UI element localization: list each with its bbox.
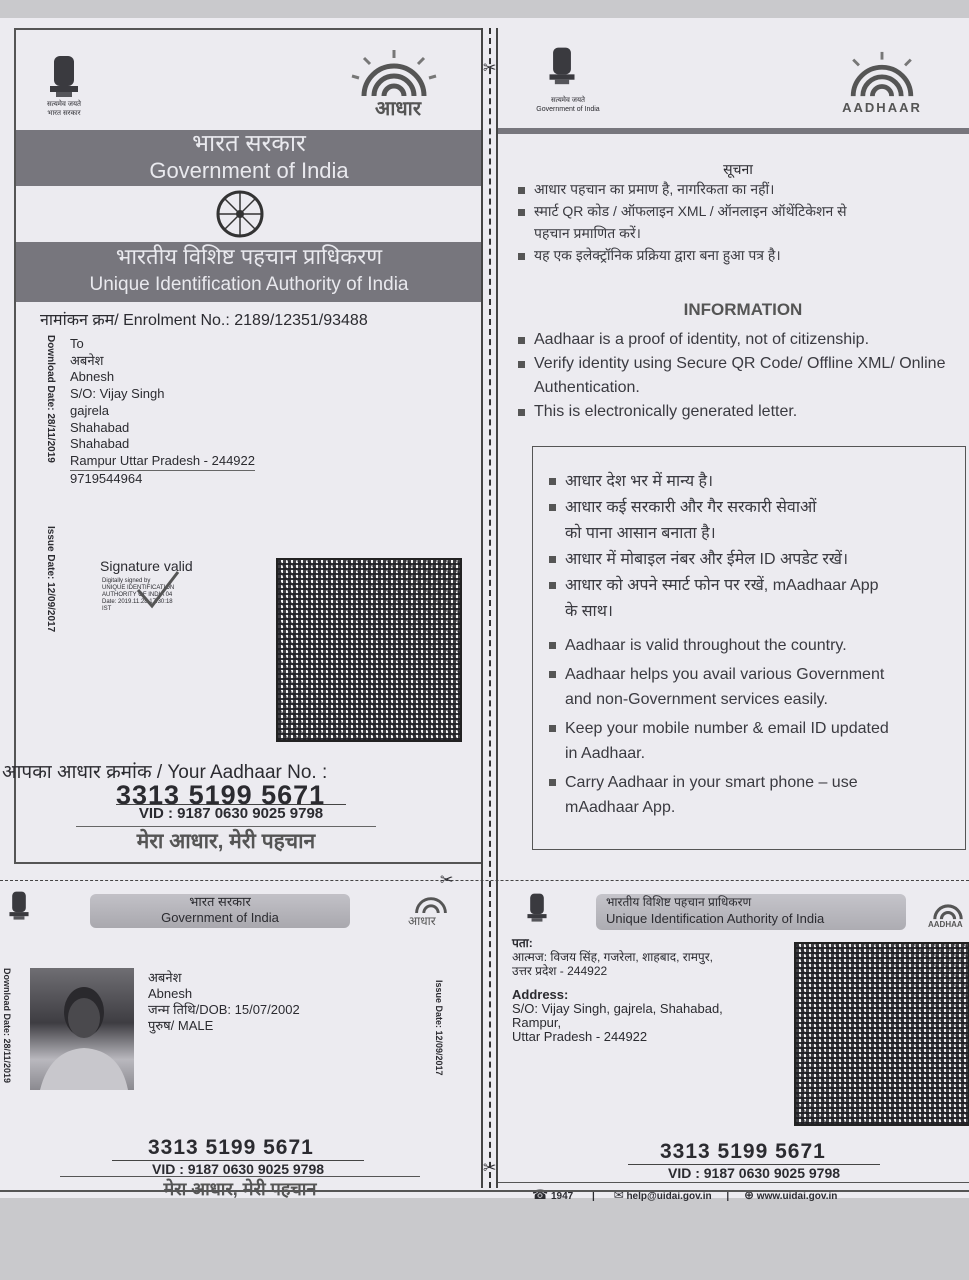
address-line: gajrela xyxy=(70,402,110,418)
back-card xyxy=(498,884,969,1202)
helpline-number: 1947 xyxy=(550,1191,574,1202)
benefits-box xyxy=(532,446,966,850)
scissors-icon: ✂ xyxy=(483,1160,497,1177)
suchna-heading: सूचना xyxy=(723,161,753,177)
info-item: This is electronically generated letter. xyxy=(518,400,969,424)
front-govt-hindi: भारत सरकार xyxy=(189,894,251,909)
benefits-english-list xyxy=(549,633,889,820)
benefit-item: आधार में मोबाइल नंबर और ईमेल ID अपडेट रखें। xyxy=(549,547,879,573)
benefit-item: के साथ। xyxy=(565,603,613,620)
holder-details xyxy=(148,970,300,1034)
front-card xyxy=(0,884,480,1199)
front-vid: VID : 9187 0630 9025 9798 xyxy=(112,1160,364,1177)
address-line: Shahabad xyxy=(70,419,130,435)
govt-band xyxy=(16,130,482,186)
front-download-date: Download Date: 28/11/2019 xyxy=(2,968,12,1084)
front-govt-band xyxy=(90,894,350,928)
scissors-icon: ✂ xyxy=(440,872,454,889)
benefit-item: को पाना आसान बनाता है। xyxy=(565,525,716,542)
govt-hindi: भारत सरकार xyxy=(192,130,306,157)
benefit-item: आधार को अपने स्मार्ट फोन पर रखें, mAadhaar App xyxy=(549,573,879,599)
holder-name: Abnesh xyxy=(148,986,193,1001)
info-panel xyxy=(498,28,969,860)
info-item: यह एक इलेक्ट्रॉनिक प्रक्रिया द्वारा बना हुआ पत्र है। xyxy=(518,244,847,266)
info-item: आधार पहचान का प्रमाण है, नागरिकता का नहीं। xyxy=(518,178,847,200)
emblem-caption: सत्यमेव जयते भारत सरकार xyxy=(46,101,82,117)
scissors-icon: ✂ xyxy=(483,60,497,77)
benefit-item: आधार देश भर में मान्य है। xyxy=(549,469,879,495)
uidai-band xyxy=(16,242,482,302)
back-uidai-english: Unique Identification Authority of India xyxy=(606,911,825,926)
info-item: Aadhaar is a proof of identity, not of citizenship. xyxy=(518,328,969,352)
front-issue-date: Issue Date: 12/09/2017 xyxy=(434,980,444,1076)
address-hindi-label: पता: xyxy=(512,936,533,950)
ashoka-chakra-icon xyxy=(210,190,270,238)
back-logo-english: AADHAA xyxy=(928,920,963,929)
email-icon: ✉ xyxy=(613,1188,624,1202)
tagline: मेरा आधार, मेरी पहचान xyxy=(76,826,376,855)
aadhaar-logo-english: AADHAAR xyxy=(842,100,922,115)
letter-panel xyxy=(2,28,482,864)
aadhaar-logo-icon xyxy=(404,890,458,914)
back-uidai-band xyxy=(596,894,906,930)
phone-number: 9719544964 xyxy=(70,470,143,486)
front-tagline: मेरा आधार, मेरी पहचान xyxy=(60,1176,420,1201)
download-date: Download Date: 28/11/2019 xyxy=(45,335,56,463)
emblem-icon xyxy=(522,890,552,930)
information-heading: INFORMATION xyxy=(683,300,803,319)
address-line: Rampur Uttar Pradesh - 244922 xyxy=(70,453,255,471)
recipient-address xyxy=(70,336,255,487)
bottom-rule xyxy=(0,1190,969,1192)
aadhaar-label: आपका आधार क्रमांक / Your Aadhaar No. : xyxy=(2,762,328,783)
benefits-hindi-list xyxy=(549,469,879,625)
aadhaar-number: 3313 5199 5671 xyxy=(116,780,326,810)
back-footer: ☎ 1947 | ✉ help@uidai.gov.in | ⊕ www.uidai.gov.in xyxy=(498,1182,969,1203)
info-item: Verify identity using Secure QR Code/ Offline XML/ Online xyxy=(518,352,969,376)
front-govt-english: Government of India xyxy=(161,910,279,925)
address-hindi-text: आत्मज: विजय सिंह, गजरेला, शाहबाद, रामपुर, उत्तर प्रदेश - 244922 xyxy=(512,950,713,978)
aadhaar-logo-icon xyxy=(344,48,444,98)
back-address-hindi xyxy=(512,936,782,978)
govt-english: Government of India xyxy=(149,158,349,183)
aadhaar-letter-sheet xyxy=(0,18,969,1202)
aadhaar-logo-icon xyxy=(926,898,969,920)
benefit-item: Aadhaar helps you avail various Government xyxy=(549,662,889,687)
back-address-english xyxy=(512,988,782,1044)
back-vid: VID : 9187 0630 9025 9798 xyxy=(628,1164,880,1181)
benefit-item: in Aadhaar. xyxy=(565,745,646,762)
issue-date: Issue Date: 12/09/2017 xyxy=(45,526,56,633)
aadhaar-logo-hindi: आधार xyxy=(374,98,422,120)
signature-detail: Digitally signed by UNIQUE IDENTIFICATION AUTHORITY OF INDIA 04 Date: 2019.11.28 17:30:18 IST xyxy=(102,578,175,612)
phone-icon: ☎ xyxy=(532,1187,549,1202)
front-logo-hindi: आधार xyxy=(408,914,436,928)
globe-icon: ⊕ xyxy=(743,1188,755,1202)
address-line: Shahabad xyxy=(70,436,130,452)
back-qr-code[interactable] xyxy=(794,942,969,1126)
address-label: Address: xyxy=(512,987,569,1002)
header-rule xyxy=(498,128,969,134)
front-aadhaar-number: 3313 5199 5671 xyxy=(148,1136,314,1159)
checkmark-icon xyxy=(132,564,182,614)
benefit-item: mAadhaar App. xyxy=(565,799,676,816)
cut-line-vertical xyxy=(489,28,491,1188)
info-item: पहचान प्रमाणित करें। xyxy=(534,225,641,241)
back-aadhaar-number: 3313 5199 5671 xyxy=(660,1140,826,1163)
holder-gender: पुरुष/ MALE xyxy=(148,1018,214,1033)
back-uidai-hindi: भारतीय विशिष्ट पहचान प्राधिकरण xyxy=(606,895,752,909)
benefit-item: Keep your mobile number & email ID updated xyxy=(549,716,889,741)
address-line: S/O: Vijay Singh xyxy=(70,386,165,402)
holder-name-hindi: अबनेश xyxy=(148,970,182,985)
emblem-icon xyxy=(542,44,582,94)
address-line: To xyxy=(70,336,84,351)
benefit-item: आधार कई सरकारी और गैर सरकारी सेवाओं xyxy=(549,495,879,521)
benefit-item: Aadhaar is valid throughout the country. xyxy=(549,633,889,658)
vid-number: VID : 9187 0630 9025 9798 xyxy=(116,804,346,822)
emblem-icon xyxy=(4,888,34,928)
info-item: Authentication. xyxy=(534,379,640,396)
address-text: S/O: Vijay Singh, gajrela, Shahabad, Rampur, Uttar Pradesh - 244922 xyxy=(512,1001,723,1044)
address-line: Abnesh xyxy=(70,369,115,385)
benefit-item: and non-Government services easily. xyxy=(565,691,828,708)
uidai-english: Unique Identification Authority of India xyxy=(89,274,409,295)
address-line: अबनेश xyxy=(70,352,104,368)
cut-line-horizontal xyxy=(0,880,969,881)
person-icon xyxy=(30,968,134,1090)
info-item: स्मार्ट QR कोड / ऑफलाइन XML / ऑनलाइन ऑथेंटिकेशन से xyxy=(518,200,847,222)
hindi-info-list xyxy=(518,178,847,266)
benefit-item: Carry Aadhaar in your smart phone – use xyxy=(549,770,889,795)
signature-label: Signature valid xyxy=(100,558,193,574)
website[interactable]: www.uidai.gov.in xyxy=(756,1191,838,1202)
aadhaar-logo-icon xyxy=(832,50,932,98)
english-info-list xyxy=(518,328,969,424)
holder-dob: जन्म तिथि/DOB: 15/07/2002 xyxy=(148,1002,300,1017)
emblem-caption: सत्यमेव जयते Government of India xyxy=(536,97,600,113)
uidai-hindi: भारतीय विशिष्ट पहचान प्राधिकरण xyxy=(115,244,383,269)
center-divider xyxy=(481,28,483,1188)
enrolment-number: नामांकन क्रम/ Enrolment No.: 2189/12351/93488 xyxy=(40,312,368,329)
help-email[interactable]: help@uidai.gov.in xyxy=(626,1191,712,1202)
letter-qr-code[interactable] xyxy=(276,558,462,742)
user-photo xyxy=(30,968,134,1090)
